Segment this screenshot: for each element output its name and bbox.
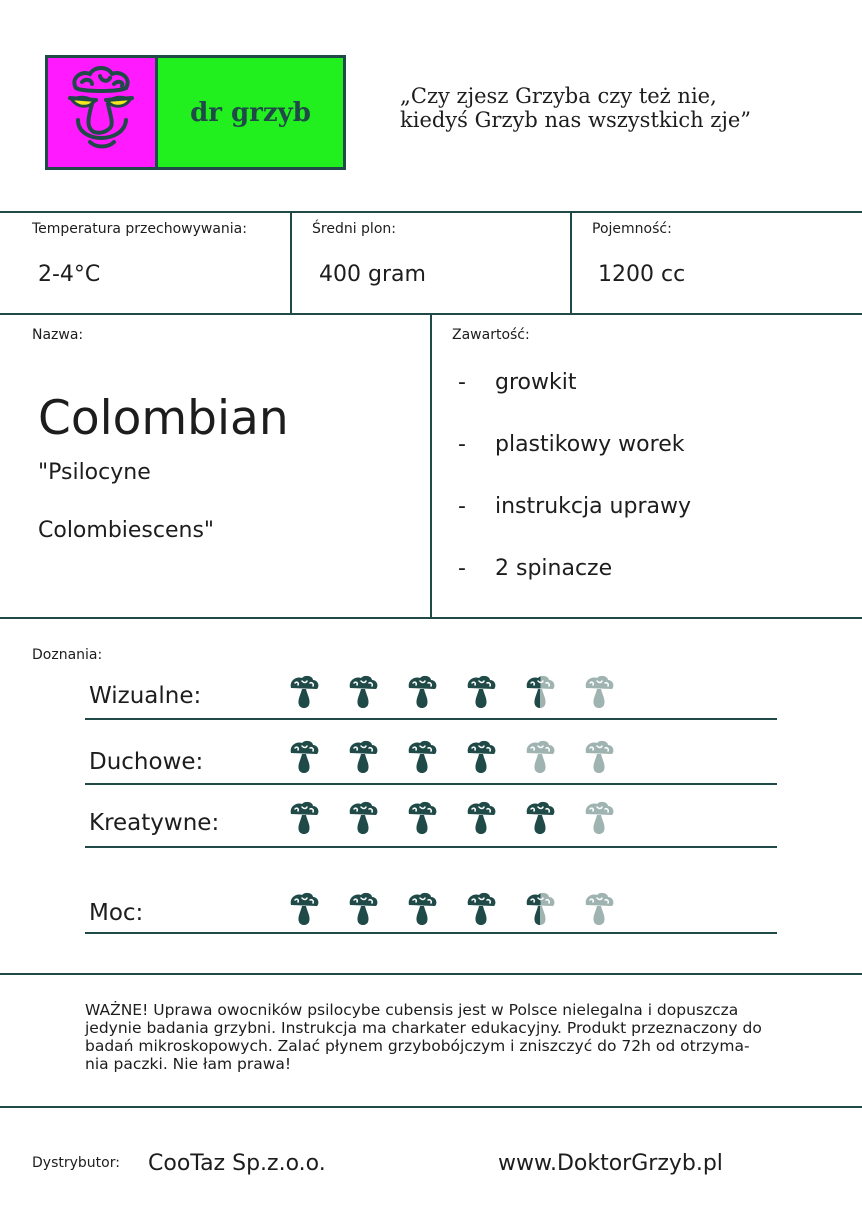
list-item: - growkit — [458, 370, 577, 395]
experience-label: Doznania: — [32, 647, 103, 663]
name-label: Nazwa: — [32, 327, 84, 343]
rating-underline — [85, 846, 777, 848]
mushroom-icon — [348, 800, 378, 836]
rating-label-power: Moc: — [89, 900, 144, 926]
mushroom-icon — [289, 800, 319, 836]
quote-line: kiedyś Grzyb nas wszystkich zje” — [400, 108, 752, 132]
mushroom-icon — [348, 674, 378, 710]
latin-name-line2: Colombiescens" — [38, 518, 215, 543]
rating-label-spiritual: Duchowe: — [89, 749, 204, 775]
mushroom-icon — [289, 739, 319, 775]
distributor-label: Dystrybutor: — [32, 1155, 120, 1171]
brand-name: dr grzyb — [158, 58, 343, 167]
latin-name-line1: "Psilocyne — [38, 460, 151, 485]
storage-label: Temperatura przechowywania: — [32, 221, 247, 237]
mushroom-icon — [289, 674, 319, 710]
warning-line: WAŻNE! Uprawa owocników psilocybe cubensis jest w Polsce nielegalna i dopuszcza — [85, 1001, 739, 1019]
list-item: - plastikowy worek — [458, 432, 685, 457]
contents-label: Zawartość: — [452, 327, 530, 343]
capacity-label: Pojemność: — [592, 221, 672, 237]
mushroom-icon — [525, 739, 555, 775]
mushroom-icon — [289, 891, 319, 927]
mushroom-icon — [584, 739, 614, 775]
mushroom-icon — [407, 891, 437, 927]
mushroom-icon — [584, 674, 614, 710]
mushroom-icon — [348, 739, 378, 775]
rating-label-creative: Kreatywne: — [89, 810, 220, 836]
divider — [0, 973, 862, 975]
face-logo-icon — [48, 58, 158, 167]
mushroom-icon — [466, 674, 496, 710]
mushroom-icon — [407, 800, 437, 836]
warning-line: nia paczki. Nie łam prawa! — [85, 1055, 292, 1073]
rating-underline — [85, 783, 777, 785]
storage-value: 2-4°C — [38, 262, 101, 287]
rating-underline — [85, 932, 777, 934]
mushroom-icon — [584, 800, 614, 836]
mushroom-icon — [525, 674, 555, 710]
warning-line: badań mikroskopowych. Zalać płynem grzybobójczym i zniszczyć do 72h od otrzyma- — [85, 1037, 750, 1055]
warning-line: jedynie badania grzybni. Instrukcja ma charkater edukacyjny. Produkt przeznaczony do — [85, 1019, 762, 1037]
divider — [290, 211, 292, 314]
rating-label-visual: Wizualne: — [89, 683, 202, 709]
mushroom-icon — [466, 739, 496, 775]
divider — [0, 617, 862, 619]
mushroom-icon — [525, 891, 555, 927]
mushroom-icon — [348, 891, 378, 927]
yield-value: 400 gram — [319, 262, 426, 287]
mushroom-icon — [525, 800, 555, 836]
contents-list — [458, 370, 691, 618]
capacity-value: 1200 cc — [598, 262, 686, 287]
brand-logo — [45, 55, 346, 170]
list-item: - 2 spinacze — [458, 556, 613, 581]
product-title: Colombian — [38, 391, 289, 446]
divider — [570, 211, 572, 314]
distributor-name: CooTaz Sp.z.o.o. — [148, 1151, 326, 1176]
mushroom-icon — [466, 891, 496, 927]
yield-label: Średni plon: — [312, 221, 396, 237]
mushroom-icon — [466, 800, 496, 836]
mushroom-icon — [584, 891, 614, 927]
mushroom-icon — [407, 739, 437, 775]
rating-underline — [85, 718, 777, 720]
divider — [430, 313, 432, 618]
website-link[interactable]: www.DoktorGrzyb.pl — [498, 1151, 723, 1176]
mushroom-icon — [407, 674, 437, 710]
quote-line: „Czy zjesz Grzyba czy też nie, — [400, 84, 717, 108]
divider — [0, 1106, 862, 1108]
divider — [0, 211, 862, 213]
brand-quote — [400, 84, 795, 132]
list-item: - instrukcja uprawy — [458, 494, 692, 519]
legal-warning — [85, 1001, 777, 1073]
